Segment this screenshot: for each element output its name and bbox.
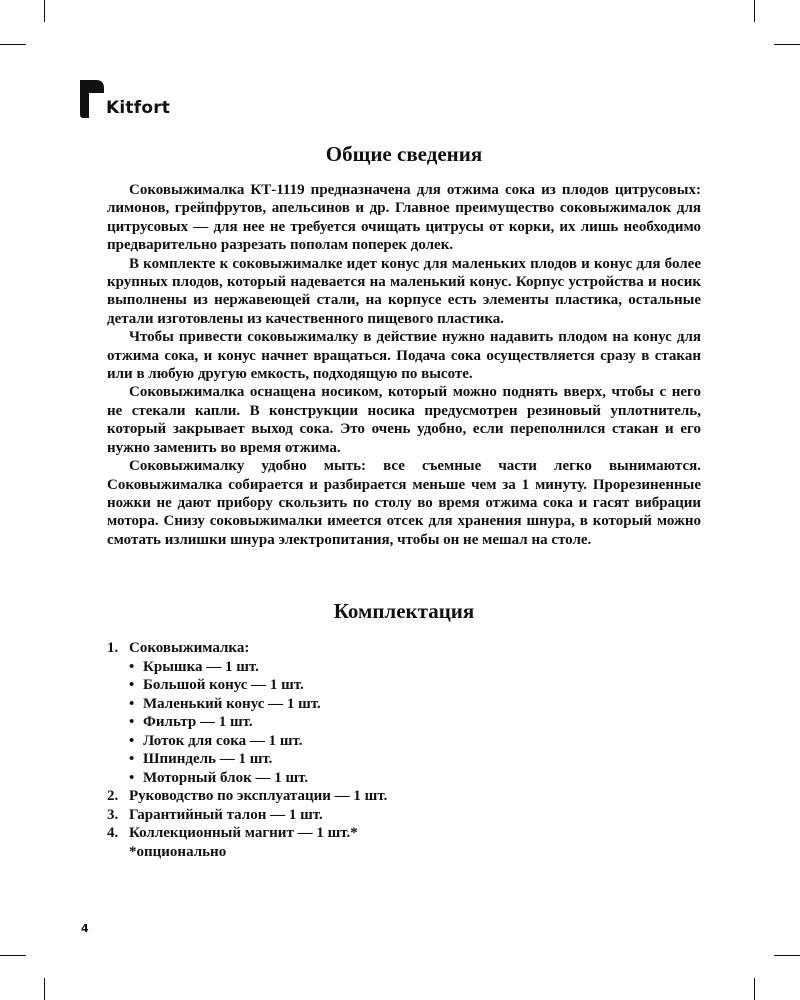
sub-list-label: Шпиндель — 1 шт. (143, 751, 273, 767)
sub-list-item (129, 732, 387, 751)
brand-name: Kitfort (106, 98, 171, 118)
paragraph: Соковыжималка оснащена носиком, который можно поднять вверх, чтобы с него не стекали капли. В конструкции носика предусмотрен резиновый уплотнитель, который закрывает выход сока. Это очень удобно, если переполнился стакан и его нужно заменить во время отжима. (107, 384, 701, 456)
list-number: 3. (107, 806, 119, 823)
list-item (107, 824, 387, 843)
list-number: 2. (107, 788, 119, 804)
sub-list-label: Большой конус — 1 шт. (143, 677, 304, 693)
kit-title: Комплектация (333, 599, 475, 623)
sub-list-item (129, 676, 387, 695)
brand-logo (80, 80, 170, 118)
kit-list (107, 639, 387, 861)
crop-mark-bottom-right (754, 978, 755, 1000)
paragraph: Чтобы привести соковыжималку в действие нужно надавить плодом на конус для отжима сока, и конус начнет вращаться. Подача сока осуществляется сразу в стакан или в любую другую емкость, подходящую по высоте. (107, 329, 701, 383)
general-title: Общие сведения (325, 142, 483, 166)
paragraph: Соковыжималку удобно мыть: все съемные части легко вынимаются. Соковыжималка собирается и разбирается меньше чем за 1 минуту. Прорезиненные ножки не дают прибору скользить по столу во время отжима сока и гасят вибрации мотора. Снизу соковыжималки имеется отсек для хранения шнура, в который можно смотать излишки шнура электропитания, чтобы он не мешал на столе. (107, 458, 701, 548)
bullet-icon: • (129, 732, 135, 749)
sub-list-item (129, 769, 387, 788)
sub-list-label: Крышка — 1 шт. (143, 658, 259, 675)
crop-mark-bottom-right-h (774, 955, 800, 956)
bullet-icon: • (129, 751, 135, 767)
list-label: Коллекционный магнит — 1 шт.* (129, 825, 358, 841)
list-item (107, 787, 387, 806)
bullet-icon: • (129, 695, 135, 712)
paragraph: Соковыжималка КТ-1119 предназначена для отжима сока из плодов цитрусовых: лимонов, грейпфрутов, апельсинов и др. Главное преимущество соковыжималок для цитрусовых — для нее не требуется очищать цитрусы от корки, их лишь необходимо предварительно разрезать пополам поперек долек. (107, 182, 701, 254)
bullet-icon: • (129, 714, 135, 730)
crop-mark-bottom-left-h (0, 955, 26, 956)
sub-list-item (129, 695, 387, 714)
sub-list-label: Маленький конус — 1 шт. (143, 695, 321, 712)
list-label: Соковыжималка: (129, 640, 250, 656)
list-label: Гарантийный талон — 1 шт. (129, 806, 323, 823)
kitfort-logo-icon (80, 80, 104, 118)
bullet-icon: • (129, 677, 135, 693)
paragraph: В комплекте к соковыжималке идет конус для маленьких плодов и конус для более крупных плодов, который надевается на маленький конус. Корпус устройства и носик выполнены из нержавеющей стали, на корпусе есть элементы пластика, остальные детали изготовлены из качественного пищевого пластика. (107, 255, 701, 327)
optional-note: *опционально (129, 843, 227, 860)
list-item (107, 639, 387, 658)
sub-list-label: Лоток для сока — 1 шт. (143, 732, 303, 749)
sub-list-label: Моторный блок — 1 шт. (143, 769, 309, 786)
bullet-icon: • (129, 658, 135, 675)
sub-list-item (129, 658, 387, 677)
list-number: 4. (107, 825, 119, 841)
bullet-icon: • (129, 769, 135, 786)
sub-list-label: Фильтр — 1 шт. (143, 714, 253, 730)
general-body (107, 181, 701, 549)
list-number: 1. (107, 640, 119, 656)
crop-mark-top-right (754, 0, 755, 22)
list-label: Руководство по эксплуатации — 1 шт. (129, 788, 388, 804)
sub-list-item (129, 750, 387, 769)
list-item (107, 806, 387, 825)
crop-mark-top-left-h (0, 44, 26, 45)
crop-mark-top-left (44, 0, 45, 22)
sub-list-item (129, 713, 387, 732)
page-number: 4 (81, 922, 89, 935)
sub-list (107, 658, 387, 788)
crop-mark-bottom-left (44, 978, 45, 1000)
crop-mark-top-right-h (774, 44, 800, 45)
